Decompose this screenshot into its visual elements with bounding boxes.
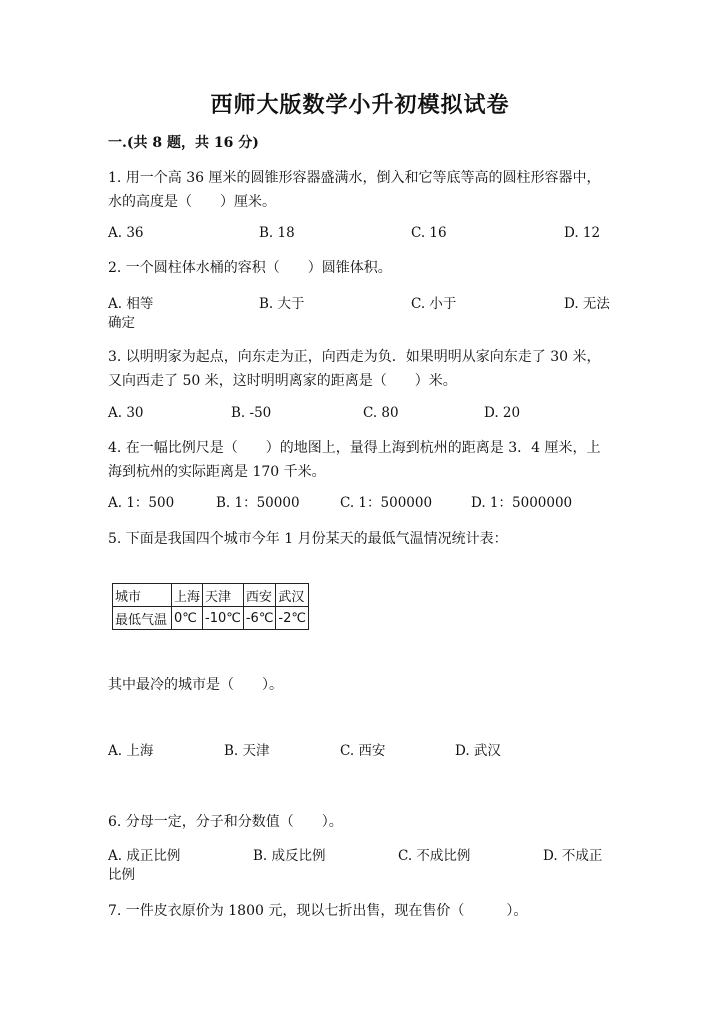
option-b[interactable]: B. 天津 — [224, 743, 270, 759]
table-cell: 西安 — [243, 584, 276, 607]
temperature-table — [112, 583, 309, 630]
table-cell: -2℃ — [276, 607, 309, 630]
option-d-continuation: 比例 — [108, 867, 135, 883]
table-row — [113, 607, 309, 630]
table-cell: -6℃ — [243, 607, 276, 630]
option-c[interactable]: C. 小于 — [411, 296, 457, 312]
option-a[interactable]: A. 相等 — [108, 296, 154, 312]
option-d[interactable]: D. 1：5000000 — [471, 495, 573, 511]
question-5-options — [108, 739, 613, 763]
option-c[interactable]: C. 不成比例 — [398, 848, 471, 864]
question-2-text: 2. 一个圆柱体水桶的容积（ ）圆锥体积。 — [108, 260, 392, 276]
table-cell: 上海 — [172, 584, 203, 607]
question-2-options — [108, 292, 613, 316]
option-d[interactable]: D. 无法 — [564, 296, 610, 312]
question-3-text: 3. 以明明家为起点，向东走为正，向西走为负．如果明明从家向东走了 30 米，又向西走了 50 米，这时明明离家的距离是（ ）米。 — [108, 349, 601, 389]
option-c[interactable]: C. 1：500000 — [340, 495, 433, 511]
section-heading: 一.(共 8 题，共 16 分) — [108, 135, 259, 151]
question-1-text: 1. 用一个高 36 厘米的圆锥形容器盛满水，倒入和它等底等高的圆柱形容器中，水的高度是（ ）厘米。 — [108, 170, 601, 210]
option-a[interactable]: A. 上海 — [108, 743, 154, 759]
table-cell: 最低气温 — [113, 607, 172, 630]
option-d[interactable]: D. 不成正 — [543, 848, 603, 864]
table-row — [113, 584, 309, 607]
option-a[interactable]: A. 1：500 — [108, 495, 175, 511]
question-5-followup: 其中最冷的城市是（ ）。 — [108, 677, 283, 693]
option-b[interactable]: B. 18 — [259, 225, 295, 241]
question-4-text: 4. 在一幅比例尺是（ ）的地图上，量得上海到杭州的距离是 3．4 厘米，上海到杭州的实际距离是 170 千米。 — [108, 440, 601, 480]
option-d[interactable]: D. 20 — [484, 405, 521, 421]
question-5-text: 5. 下面是我国四个城市今年 1 月份某天的最低气温情况统计表： — [108, 531, 508, 547]
page-title: 西师大版数学小升初模拟试卷 — [210, 92, 510, 118]
table-cell: -10℃ — [203, 607, 244, 630]
option-d-continuation: 确定 — [108, 315, 135, 331]
option-b[interactable]: B. -50 — [231, 405, 272, 421]
option-c[interactable]: C. 16 — [411, 225, 447, 241]
question-3-options — [108, 401, 613, 425]
option-d[interactable]: D. 12 — [564, 225, 601, 241]
option-c[interactable]: C. 80 — [363, 405, 399, 421]
table-cell: 天津 — [203, 584, 244, 607]
option-a[interactable]: A. 成正比例 — [108, 848, 181, 864]
question-6-text: 6. 分母一定，分子和分数值（ ）。 — [108, 814, 343, 830]
option-b[interactable]: B. 成反比例 — [253, 848, 326, 864]
question-6-options — [108, 844, 613, 868]
table-cell: 0℃ — [172, 607, 203, 630]
question-7-text: 7. 一件皮衣原价为 1800 元，现以七折出售，现在售价（ ）。 — [108, 903, 528, 919]
option-b[interactable]: B. 大于 — [259, 296, 305, 312]
option-d[interactable]: D. 武汉 — [455, 743, 501, 759]
question-4-options — [108, 491, 613, 515]
option-a[interactable]: A. 36 — [108, 225, 144, 241]
table-cell: 武汉 — [276, 584, 309, 607]
question-1-options — [108, 221, 613, 245]
option-b[interactable]: B. 1：50000 — [216, 495, 300, 511]
option-a[interactable]: A. 30 — [108, 405, 144, 421]
option-c[interactable]: C. 西安 — [340, 743, 386, 759]
table-cell: 城市 — [113, 584, 172, 607]
